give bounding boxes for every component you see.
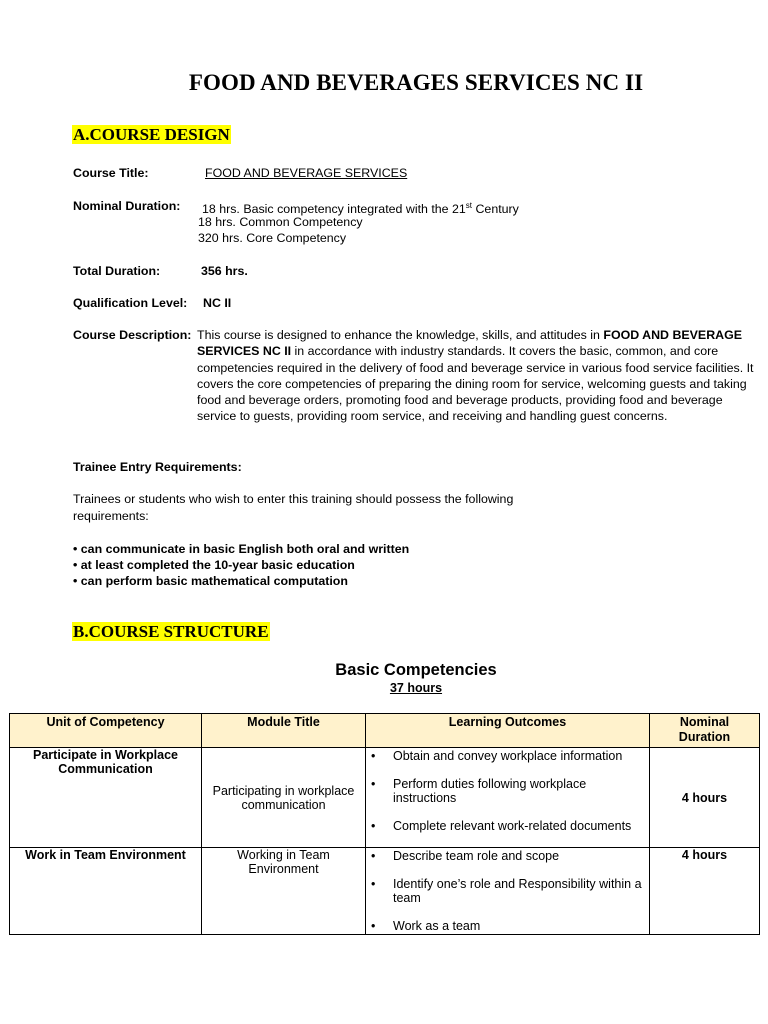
section-b-label: B.COURSE STRUCTURE [73, 622, 269, 641]
module-title-cell: Participating in workplace communication [202, 748, 366, 848]
table-header-row [10, 714, 760, 748]
learning-outcome-text: Describe team role and scope [393, 849, 560, 863]
bullet-icon: • [371, 919, 376, 933]
course-description-label: Course Description: [73, 328, 192, 342]
course-description-part1: This course is designed to enhance the knowledge, skills, and attitudes in [197, 328, 604, 342]
course-description-qualification: FOOD AND BEVERAGE SERVICES NC II [197, 328, 742, 359]
basic-competencies-hours: 37 hours [389, 681, 443, 695]
nominal-duration-label: Nominal Duration: [73, 199, 181, 213]
section-a-label: A.COURSE DESIGN [73, 125, 230, 144]
learning-outcome-text: Identify one’s role and Responsibility within a team [393, 877, 642, 905]
learning-outcomes-cell [366, 848, 650, 935]
learning-outcome-text: Perform duties following workplace instructions [393, 777, 587, 805]
list-item [366, 749, 649, 763]
learning-outcome-text: Obtain and convey workplace information [393, 749, 623, 763]
list-item [366, 777, 649, 805]
requirement-item: • at least completed the 10-year basic education [73, 558, 355, 572]
learning-outcome-text: Complete relevant work-related documents [393, 819, 632, 833]
list-item [366, 819, 649, 833]
learning-outcome-text: Work as a team [393, 919, 481, 933]
nominal-duration-line2: 18 hrs. Common Competency [198, 215, 363, 229]
qualification-level-label: Qualification Level: [73, 296, 188, 310]
total-duration-value: 356 hrs. [201, 264, 248, 278]
bullet-icon: • [371, 777, 376, 791]
learning-outcomes-cell [366, 748, 650, 848]
table-row [10, 748, 760, 848]
ordinal-superscript: st [465, 201, 473, 210]
module-title-cell: Working in Team Environment [202, 848, 366, 935]
table-row [10, 848, 760, 935]
list-item [366, 877, 649, 905]
competency-table [9, 713, 760, 935]
nominal-duration-line1-text: 18 hrs. Basic competency integrated with the 21 [202, 202, 466, 217]
course-title-value: FOOD AND BEVERAGE SERVICES [205, 166, 408, 180]
header-module-title: Module Title [202, 714, 366, 748]
learning-outcomes-list [366, 749, 649, 833]
basic-competencies-title: Basic Competencies [335, 661, 497, 679]
document-title: FOOD AND BEVERAGES SERVICES NC II [188, 70, 644, 95]
trainee-entry-intro-line1: Trainees or students who wish to enter this training should possess the following [73, 492, 514, 506]
list-item [366, 919, 649, 933]
requirement-item: • can perform basic mathematical computation [73, 574, 348, 588]
trainee-entry-intro-line2: requirements: [73, 509, 149, 523]
bullet-icon: • [371, 749, 376, 763]
nominal-duration-line1-end: Century [472, 202, 519, 217]
requirement-item: • can communicate in basic English both oral and written [73, 542, 410, 556]
course-description-text [197, 327, 762, 425]
list-item [366, 849, 649, 863]
bullet-icon: • [371, 849, 376, 863]
nominal-duration-line3: 320 hrs. Core Competency [198, 231, 347, 245]
course-title-label: Course Title: [73, 166, 149, 180]
header-nominal-duration: Nominal Duration [650, 714, 760, 748]
trainee-entry-label: Trainee Entry Requirements: [73, 460, 242, 474]
bullet-icon: • [371, 819, 376, 833]
section-heading-course-design [72, 125, 231, 145]
nominal-duration-cell: 4 hours [650, 848, 760, 935]
header-learning-outcomes: Learning Outcomes [366, 714, 650, 748]
qualification-level-value: NC II [203, 296, 232, 310]
unit-of-competency-cell: Work in Team Environment [10, 848, 202, 935]
total-duration-label: Total Duration: [73, 264, 161, 278]
header-unit-of-competency: Unit of Competency [10, 714, 202, 748]
nominal-duration-cell: 4 hours [650, 748, 760, 848]
course-description-part2: in accordance with industry standards. It covers the basic, common, and core competencies required in the delivery of food and beverage service in various food service facilities. It covers the core competencies of preparing the dining room for service, welcoming guests and taking food and beverage orders, promoting food and beverage products, providing food and beverage service to guests, providing room service, and receiving and handling guest concerns. [197, 344, 754, 424]
learning-outcomes-list [366, 849, 649, 933]
bullet-icon: • [371, 877, 376, 891]
unit-of-competency-cell: Participate in Workplace Communication [10, 748, 202, 848]
section-heading-course-structure [72, 622, 270, 642]
